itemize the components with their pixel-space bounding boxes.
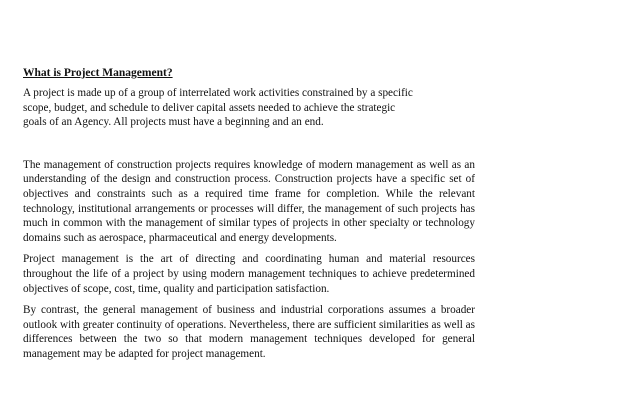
section-heading: What is Project Management?	[23, 67, 173, 79]
intro-line: scope, budget, and schedule to deliver capital assets needed to achieve the strategic	[23, 101, 396, 114]
intro-block	[23, 86, 475, 130]
paragraph-general-management-contrast: By contrast, the general management of business and industrial corporations assumes a broader outlook with greater continuity of operations. Nevertheless, there are sufficient similarities as well as differences between the two so that modern management techniques developed for general management may be adapted for project management.	[23, 304, 475, 360]
intro-line: goals of an Agency. All projects must have a beginning and an end.	[23, 116, 324, 129]
paragraph-construction-management: The management of construction projects requires knowledge of modern management as well as an understanding of the design and construction process. Construction projects have a specific set of objectives and constraints such as a required time frame for completion. While the relevant technology, institutional arrangements or processes will differ, the management of such projects has much in common with the management of similar types of projects in other specialty or technology domains such as aerospace, pharmaceutical and energy developments.	[23, 158, 475, 244]
intro-line: A project is made up of a group of interrelated work activities constrained by a specific	[23, 87, 413, 99]
paragraph-project-management-definition: Project management is the art of directing and coordinating human and material resources throughout the life of a project by using modern management techniques to achieve predetermined objectives of scope, cost, time, quality and participation satisfaction.	[23, 253, 475, 295]
document-page	[23, 66, 475, 369]
